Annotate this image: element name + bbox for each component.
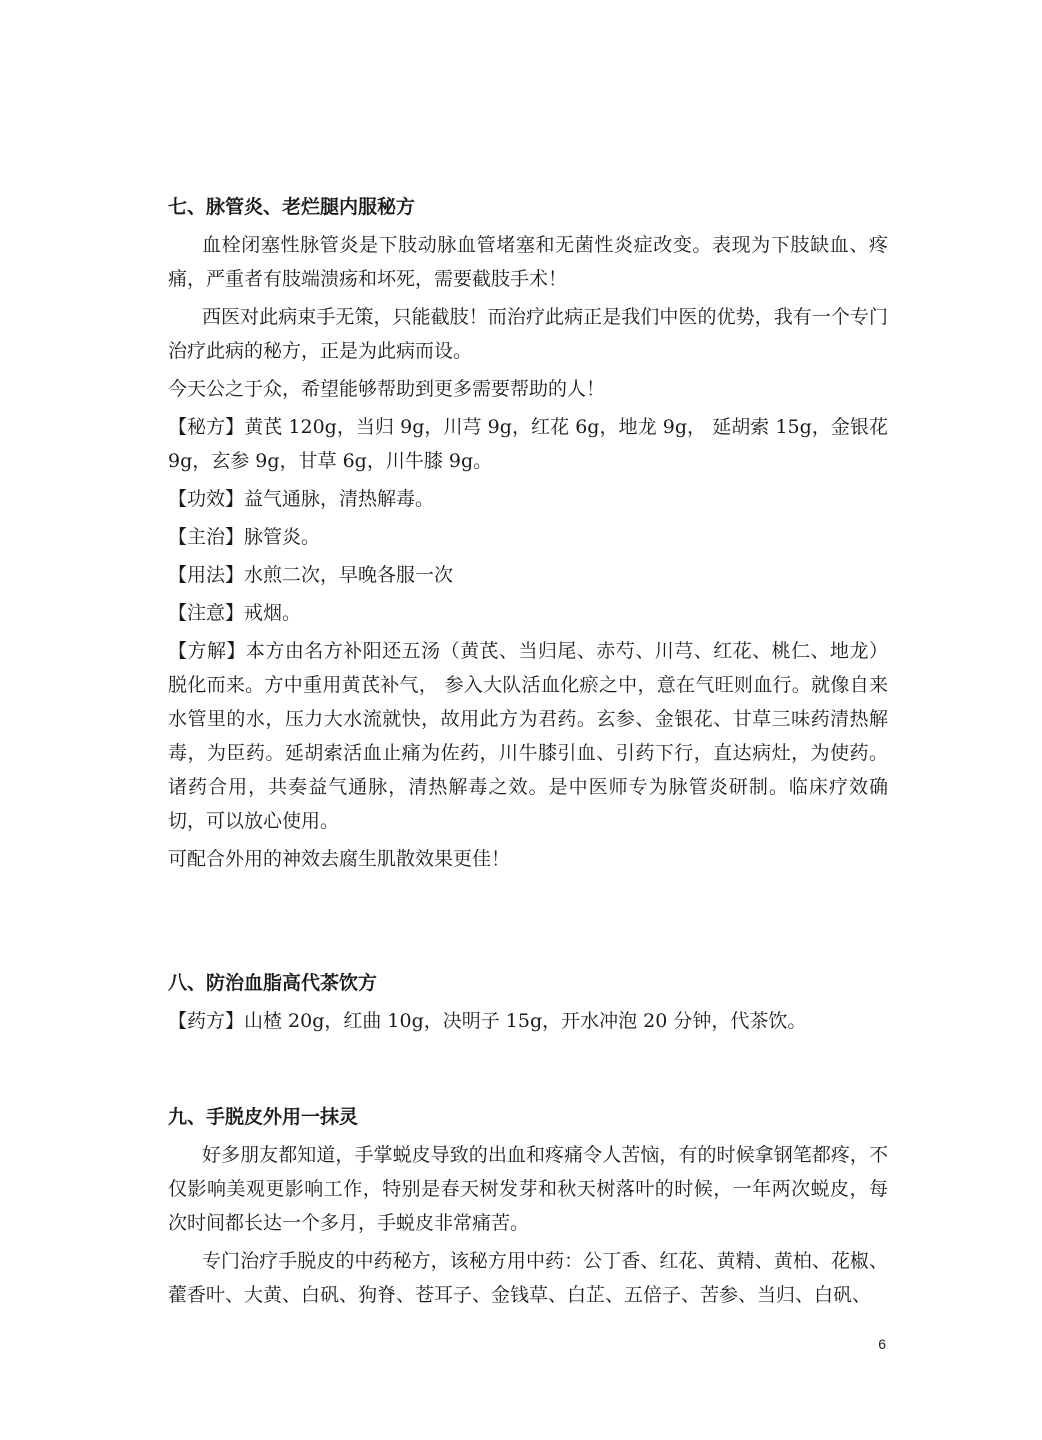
page-content — [168, 190, 888, 1316]
section-title: 九、手脱皮外用一抹灵 — [168, 1106, 359, 1128]
paragraph: 专门治疗手脱皮的中药秘方，该秘方用中药：公丁香、红花、黄精、黄柏、花椒、藿香叶、大黄、白矾、狗脊、苍耳子、金钱草、白芷、五倍子、苦参、当归、白矾、 — [168, 1250, 888, 1306]
paragraph: 好多朋友都知道，手掌蜕皮导致的出血和疼痛令人苦恼，有的时候拿钢笔都疼，不仅影响美观更影响工作，特别是春天树发芽和秋天树落叶的时候，一年两次蜕皮，每次时间都长达一个多月，手蜕皮非常痛苦。 — [168, 1144, 888, 1234]
prescription-indication: 【主治】脉管炎。 — [168, 526, 321, 548]
prescription-formula: 【药方】山楂 20g，红曲 10g，决明子 15g，开水冲泡 20 分钟，代茶饮。 — [168, 1010, 807, 1032]
page-number: 6 — [878, 1336, 886, 1352]
prescription-caution: 【注意】戒烟。 — [168, 602, 302, 624]
prescription-usage: 【用法】水煎二次，早晚各服一次 — [168, 564, 454, 586]
paragraph: 今天公之于众，希望能够帮助到更多需要帮助的人！ — [168, 378, 606, 400]
prescription-explanation: 【方解】本方由名方补阳还五汤（黄芪、当归尾、赤芍、川芎、红花、桃仁、地龙）脱化而来。方中重用黄芪补气， 参入大队活血化瘀之中，意在气旺则血行。就像自来水管里的水，压力大水流就快，故用此方为君药。玄参、金银花、甘草三味药清热解毒，为臣药。延胡索活血止痛为佐药，川牛膝引血、引药下行，直达病灶，为使药。诸药合用，共奏益气通脉，清热解毒之效。是中医师专为脉管炎研制。临床疗效确切，可以放心使用。 — [168, 640, 888, 832]
section-vasculitis — [168, 190, 888, 876]
paragraph: 可配合外用的神效去腐生肌散效果更佳！ — [168, 848, 511, 870]
paragraph: 西医对此病束手无策，只能截肢！而治疗此病正是我们中医的优势，我有一个专门治疗此病的秘方，正是为此病而设。 — [168, 306, 888, 362]
section-title: 八、防治血脂高代茶饮方 — [168, 972, 378, 994]
prescription-effect: 【功效】益气通脉，清热解毒。 — [168, 488, 435, 510]
section-hand-peeling — [168, 1100, 888, 1312]
spacer — [168, 1042, 888, 1100]
section-title: 七、脉管炎、老烂腿内服秘方 — [168, 196, 416, 218]
section-blood-lipid-tea — [168, 966, 888, 1038]
prescription-formula: 【秘方】黄芪 120g，当归 9g，川芎 9g，红花 6g，地龙 9g， 延胡索 15g，金银花 9g，玄参 9g，甘草 6g，川牛膝 9g。 — [168, 416, 888, 472]
spacer — [168, 880, 888, 966]
paragraph: 血栓闭塞性脉管炎是下肢动脉血管堵塞和无菌性炎症改变。表现为下肢缺血、疼痛，严重者有肢端溃疡和坏死，需要截肢手术！ — [168, 234, 888, 290]
